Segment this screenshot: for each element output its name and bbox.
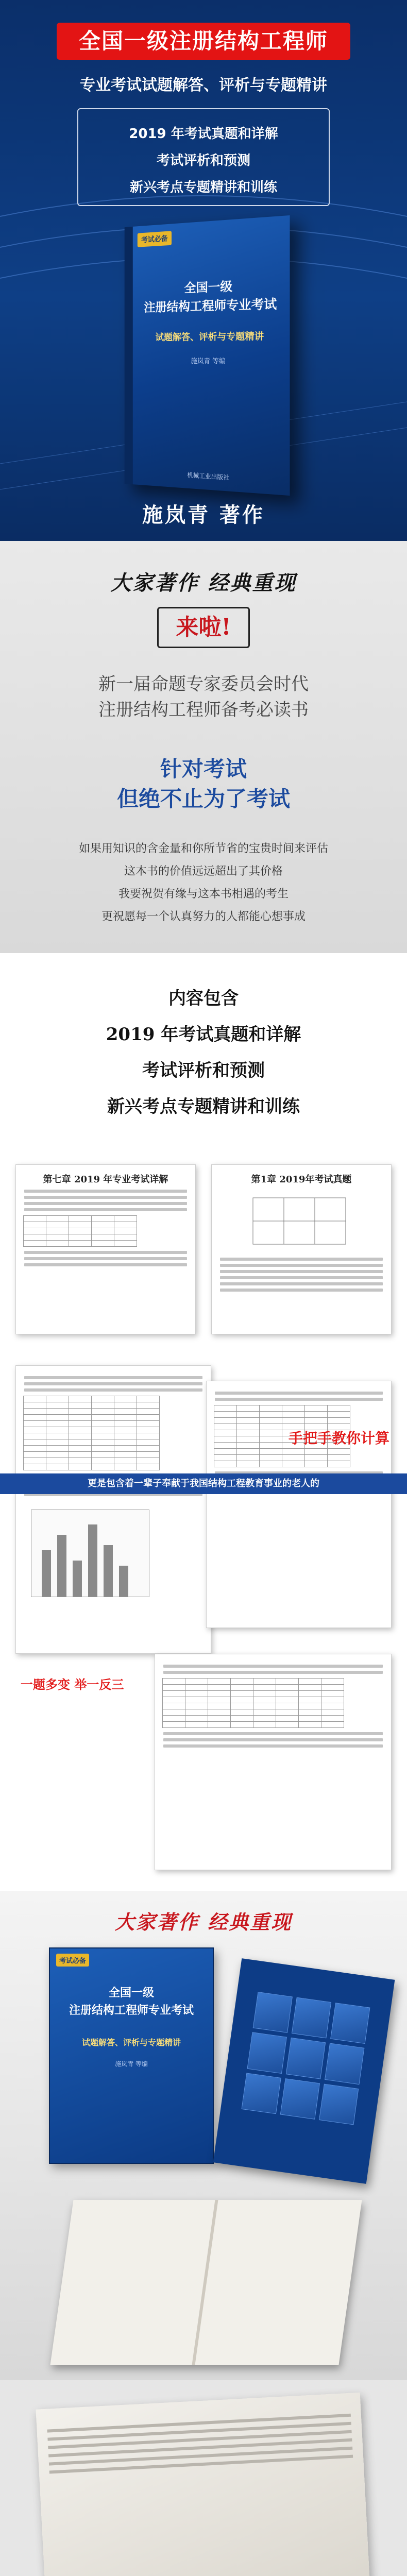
praise-title: 大家著作 经典重现 [114, 1910, 293, 1934]
book-publisher: 机械工业出版社 [187, 471, 230, 482]
sample-page-left [15, 1164, 196, 1334]
calc-table [23, 1396, 160, 1470]
sample-page-header: 第1章 2019年考试真题 [251, 1174, 352, 1185]
hero-section [0, 0, 407, 541]
hero-subtitle: 专业考试试题解答、评析与专题精讲 [80, 76, 327, 94]
contents-item: 考试评析和预测 [142, 1060, 265, 1081]
tag-variations: 一题多变 举一反三 [21, 1677, 124, 1692]
contents-item: 新兴考点专题精讲和训练 [107, 1096, 300, 1117]
intro-highlight: 但绝不止为了考试 [116, 786, 290, 811]
arrive-badge: 来啦! [157, 607, 250, 648]
tag-step-by-step: 手把手教你计算 [289, 1430, 390, 1447]
contents-item: 2019 年考试真题和详解 [106, 1024, 301, 1045]
hero-title: 全国一级注册结构工程师 [57, 23, 350, 60]
author-credit: 施岚青 著作 [142, 503, 265, 527]
detail-section [0, 2380, 407, 2576]
intro-bullet: 更祝愿每一个认真努力的人都能心想事成 [101, 910, 306, 923]
slogan: 大家著作 经典重现 [110, 571, 297, 595]
book-subtitle: 试题解答、评析与专题精讲 [81, 2038, 181, 2047]
contents-heading: 内容包含 [168, 988, 239, 1009]
sample-chart [31, 1510, 149, 1597]
intro-bullet: 如果用知识的含金量和你所节省的宝贵时间来评估 [78, 842, 328, 855]
hero-point: 考试评析和预测 [156, 153, 250, 168]
intro-bullet: 我要祝贺有缘与这本书相遇的考生 [118, 888, 289, 901]
book-cover-3d [125, 215, 290, 496]
book-tag: 考试必备 [138, 231, 172, 247]
book-author: 施岚青 等编 [191, 357, 226, 366]
intro-bullet: 这本书的价值远远超出了其价格 [124, 865, 283, 878]
detail-photo-1 [36, 2393, 371, 2576]
book-title-line: 注册结构工程师专业考试 [69, 2004, 194, 2017]
sample-diagram [248, 1193, 351, 1249]
book-cover-back [213, 1958, 395, 2184]
book-title [50, 1985, 213, 2020]
hero-point: 新兴考点专题精讲和训练 [129, 180, 277, 195]
book-title-line: 全国一级 [108, 1987, 154, 1999]
contents-section [0, 953, 407, 1159]
book-subtitle: 试题解答、评析与专题精讲 [155, 331, 264, 343]
intro-line: 注册结构工程师备考必读书 [98, 700, 309, 720]
sample-table-page [206, 1381, 392, 1628]
long-table [162, 1678, 344, 1728]
intro-section [0, 541, 407, 953]
hero-point: 2019 年考试真题和详解 [129, 126, 278, 142]
sample-page-header: 第七章 2019 年专业考试详解 [43, 1174, 168, 1185]
dedication-banner: 更是包含着一辈子奉献于我国结构工程教育事业的老人的 [0, 1473, 407, 1494]
book-title-line: 注册结构工程师专业考试 [144, 296, 277, 315]
page-samples-section [0, 1159, 407, 1891]
hero-points-box [77, 108, 330, 206]
back-cover-grid [242, 1992, 370, 2125]
book-title [133, 275, 290, 317]
intro-highlight: 针对考试 [160, 756, 247, 782]
sample-long-table-page [155, 1654, 392, 1870]
book-title-line: 全国一级 [184, 279, 233, 296]
sample-page-right [211, 1164, 392, 1334]
opened-book-photo [50, 2200, 362, 2365]
book-tag: 考试必备 [56, 1954, 89, 1967]
book-author: 施岚青 等编 [115, 2060, 148, 2067]
intro-line: 新一届命题专家委员会时代 [98, 674, 309, 694]
sample-table [23, 1215, 137, 1247]
praise-section [0, 1891, 407, 2380]
book-cover-front [49, 1947, 214, 2164]
